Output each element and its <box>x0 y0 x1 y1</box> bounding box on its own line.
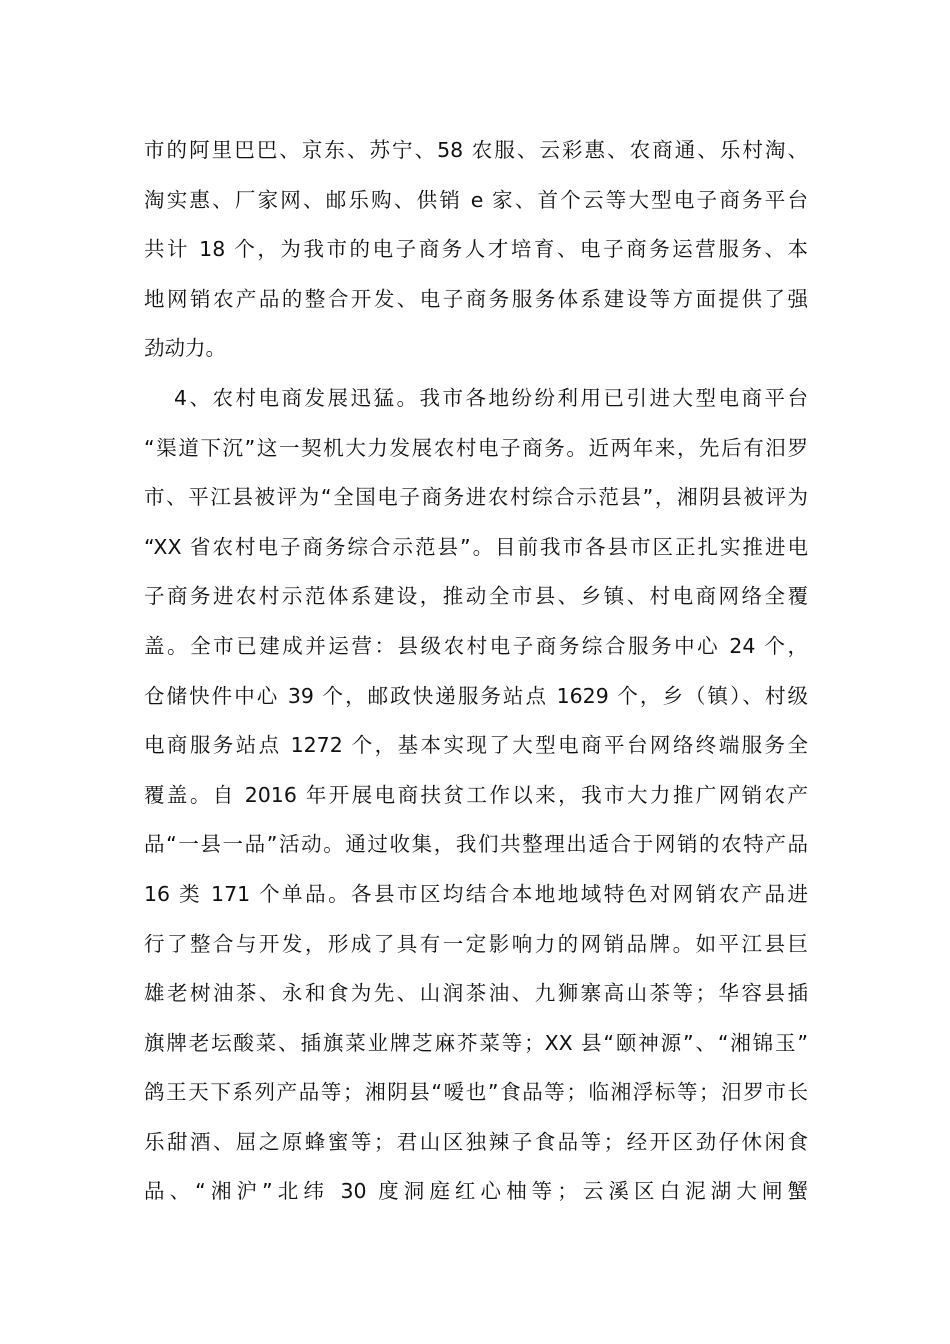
text-line: 共计 18 个，为我市的电子商务人才培育、电子商务运营服务、本 <box>144 237 808 262</box>
text-line: 4、农村电商发展迅猛。我市各地纷纷利用已引进大型电商平台 <box>174 385 808 410</box>
text-line: 市的阿里巴巴、京东、苏宁、58 农服、云彩惠、农商通、乐村淘、 <box>144 138 808 162</box>
text-line: “渠道下沉”这一契机大力发展农村电子商务。近两年来，先后有汨罗 <box>144 435 808 460</box>
paragraph-1 <box>144 126 808 374</box>
text-line: 市、平江县被评为“全国电子商务进农村综合示范县”，湘阴县被评为 <box>144 485 808 510</box>
text-line: 淘实惠、厂家网、邮乐购、供销 e 家、首个云等大型电子商务平台 <box>144 187 808 212</box>
paragraph-2 <box>144 374 808 1217</box>
text-line: 旗牌老坛酸菜、插旗菜业牌芝麻芥菜等；XX 县“颐神源”、“湘锦玉” <box>144 1030 808 1055</box>
document-body <box>144 126 808 1217</box>
text-line: 劲动力。 <box>144 336 226 361</box>
text-line: 地网销农产品的整合开发、电子商务服务体系建设等方面提供了强 <box>144 286 808 311</box>
text-line: 行了整合与开发，形成了具有一定影响力的网销品牌。如平江县巨 <box>144 931 808 956</box>
text-line: 乐甜酒、屈之原蜂蜜等；君山区独辣子食品等；经开区劲仔休闲食 <box>144 1129 808 1154</box>
text-line: 覆盖。自 2016 年开展电商扶贫工作以来，我市大力推广网销农产 <box>144 782 808 807</box>
text-line: 品“一县一品”活动。通过收集，我们共整理出适合于网销的农特产品 <box>144 832 808 857</box>
text-line: 电商服务站点 1272 个，基本实现了大型电商平台网络终端服务全 <box>144 733 808 758</box>
text-line: “XX 省农村电子商务综合示范县”。目前我市各县市区正扎实推进电 <box>144 534 808 559</box>
text-line: 子商务进农村示范体系建设，推动全市县、乡镇、村电商网络全覆 <box>144 584 808 609</box>
text-line: 仓储快件中心 39 个，邮政快递服务站点 1629 个，乡（镇）、村级 <box>144 683 808 708</box>
text-line: 16 类 171 个单品。各县市区均结合本地地域特色对网销农产品进 <box>144 881 808 906</box>
text-line: 品、“湘沪”北纬 30 度洞庭红心柚等；云溪区白泥湖大闸蟹 <box>144 1179 808 1204</box>
text-line: 鸽王天下系列产品等；湘阴县“嗳也”食品等；临湘浮标等；汨罗市长 <box>144 1080 808 1105</box>
text-line: 雄老树油茶、永和食为先、山润茶油、九狮寨高山茶等；华容县插 <box>144 981 808 1006</box>
text-line: 盖。全市已建成并运营：县级农村电子商务综合服务中心 24 个， <box>144 633 808 658</box>
